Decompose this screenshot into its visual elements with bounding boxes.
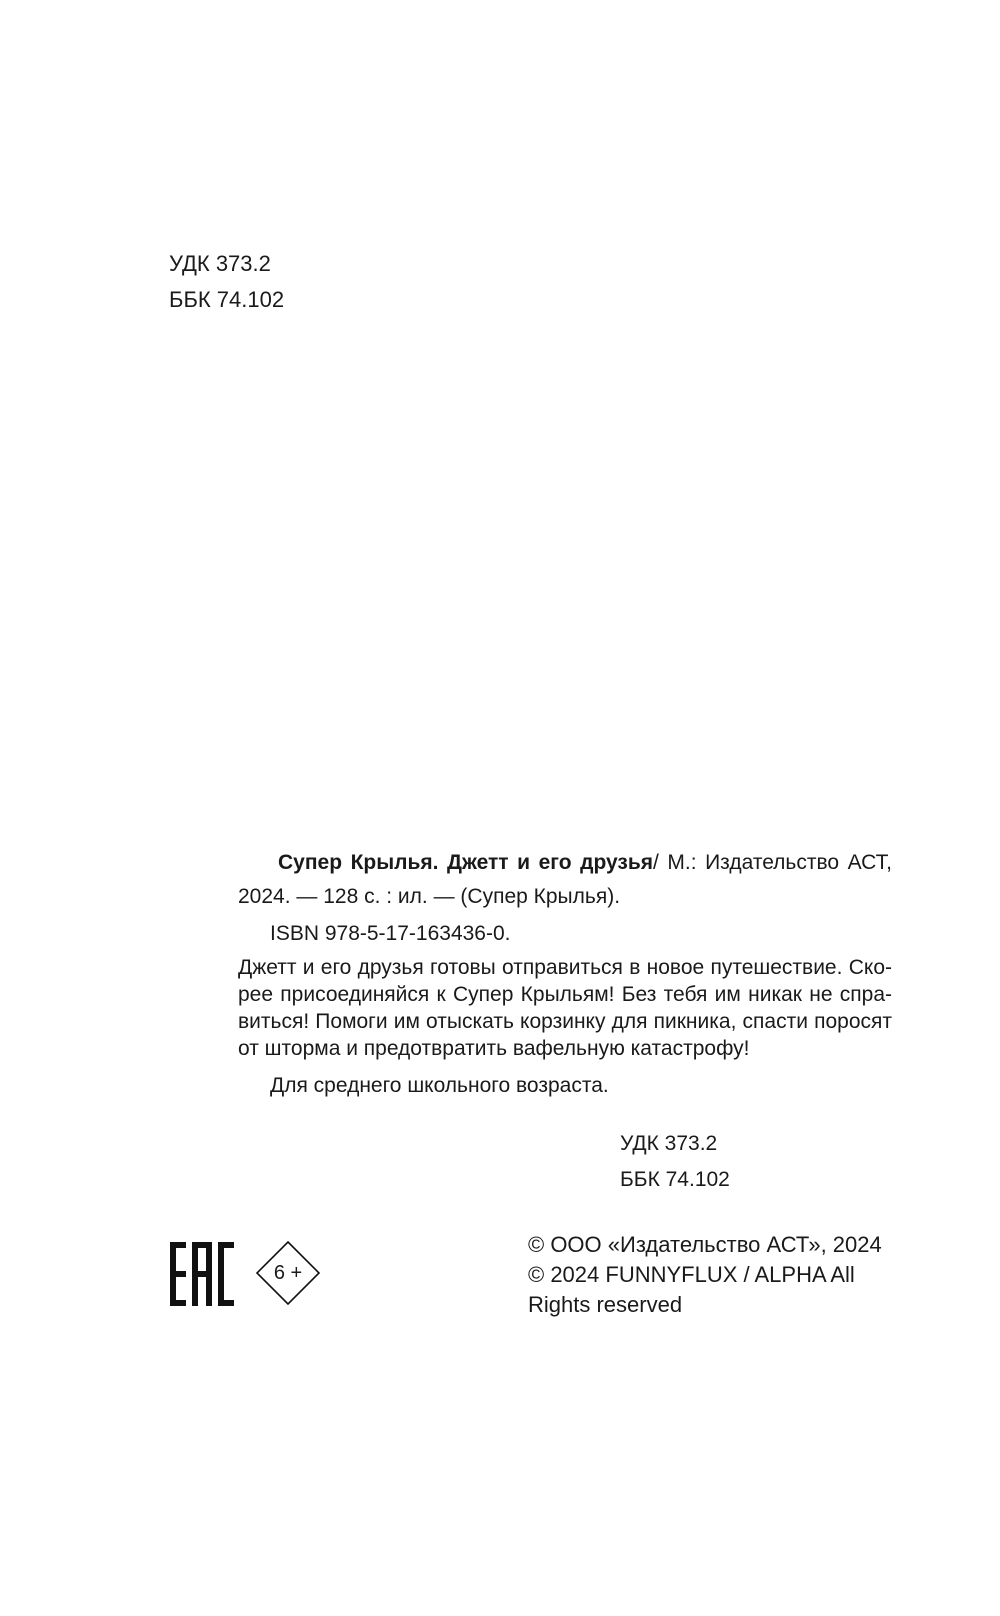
udk-top: УДК 373.2 <box>169 251 271 276</box>
bibliographic-record <box>238 846 892 914</box>
audience-note: Для среднего школьного возраста. <box>270 1074 609 1097</box>
book-title: Супер Крылья. Джетт и его друзья <box>278 851 653 874</box>
copyright-line: © 2024 FUNNYFLUX / ALPHA All <box>528 1262 855 1287</box>
bbk-top: ББК 74.102 <box>169 287 285 312</box>
copyright-line: Rights reserved <box>528 1292 683 1317</box>
annotation-line: Джетт и его друзья готовы отправиться в новое путешествие. Ско- <box>238 956 892 979</box>
age-rating-label: 6 + <box>273 1262 303 1284</box>
age-rating-badge <box>256 1241 320 1305</box>
annotation-line: виться! Помоги им отыскать корзинку для пикника, спасти поросят <box>238 1010 892 1033</box>
annotation-line: рее присоединяйся к Супер Крыльям! Без тебя им никак не спра- <box>238 983 892 1006</box>
publication-details: 2024. — 128 с. : ил. — (Супер Крылья). <box>238 885 621 908</box>
annotation <box>238 954 892 1062</box>
eac-logo-icon <box>170 1242 234 1306</box>
isbn: ISBN 978-5-17-163436-0. <box>270 922 511 945</box>
bbk-bottom: ББК 74.102 <box>620 1168 730 1191</box>
annotation-line: от шторма и предотвратить вафельную катастрофу! <box>238 1037 750 1060</box>
copyright-line: © ООО «Издательство АСТ», 2024 <box>528 1232 882 1257</box>
udk-bottom: УДК 373.2 <box>620 1132 718 1155</box>
title-line <box>238 846 892 880</box>
copyright-block <box>528 1230 908 1320</box>
publisher-info: / М.: Издательство АСТ, <box>653 851 892 874</box>
